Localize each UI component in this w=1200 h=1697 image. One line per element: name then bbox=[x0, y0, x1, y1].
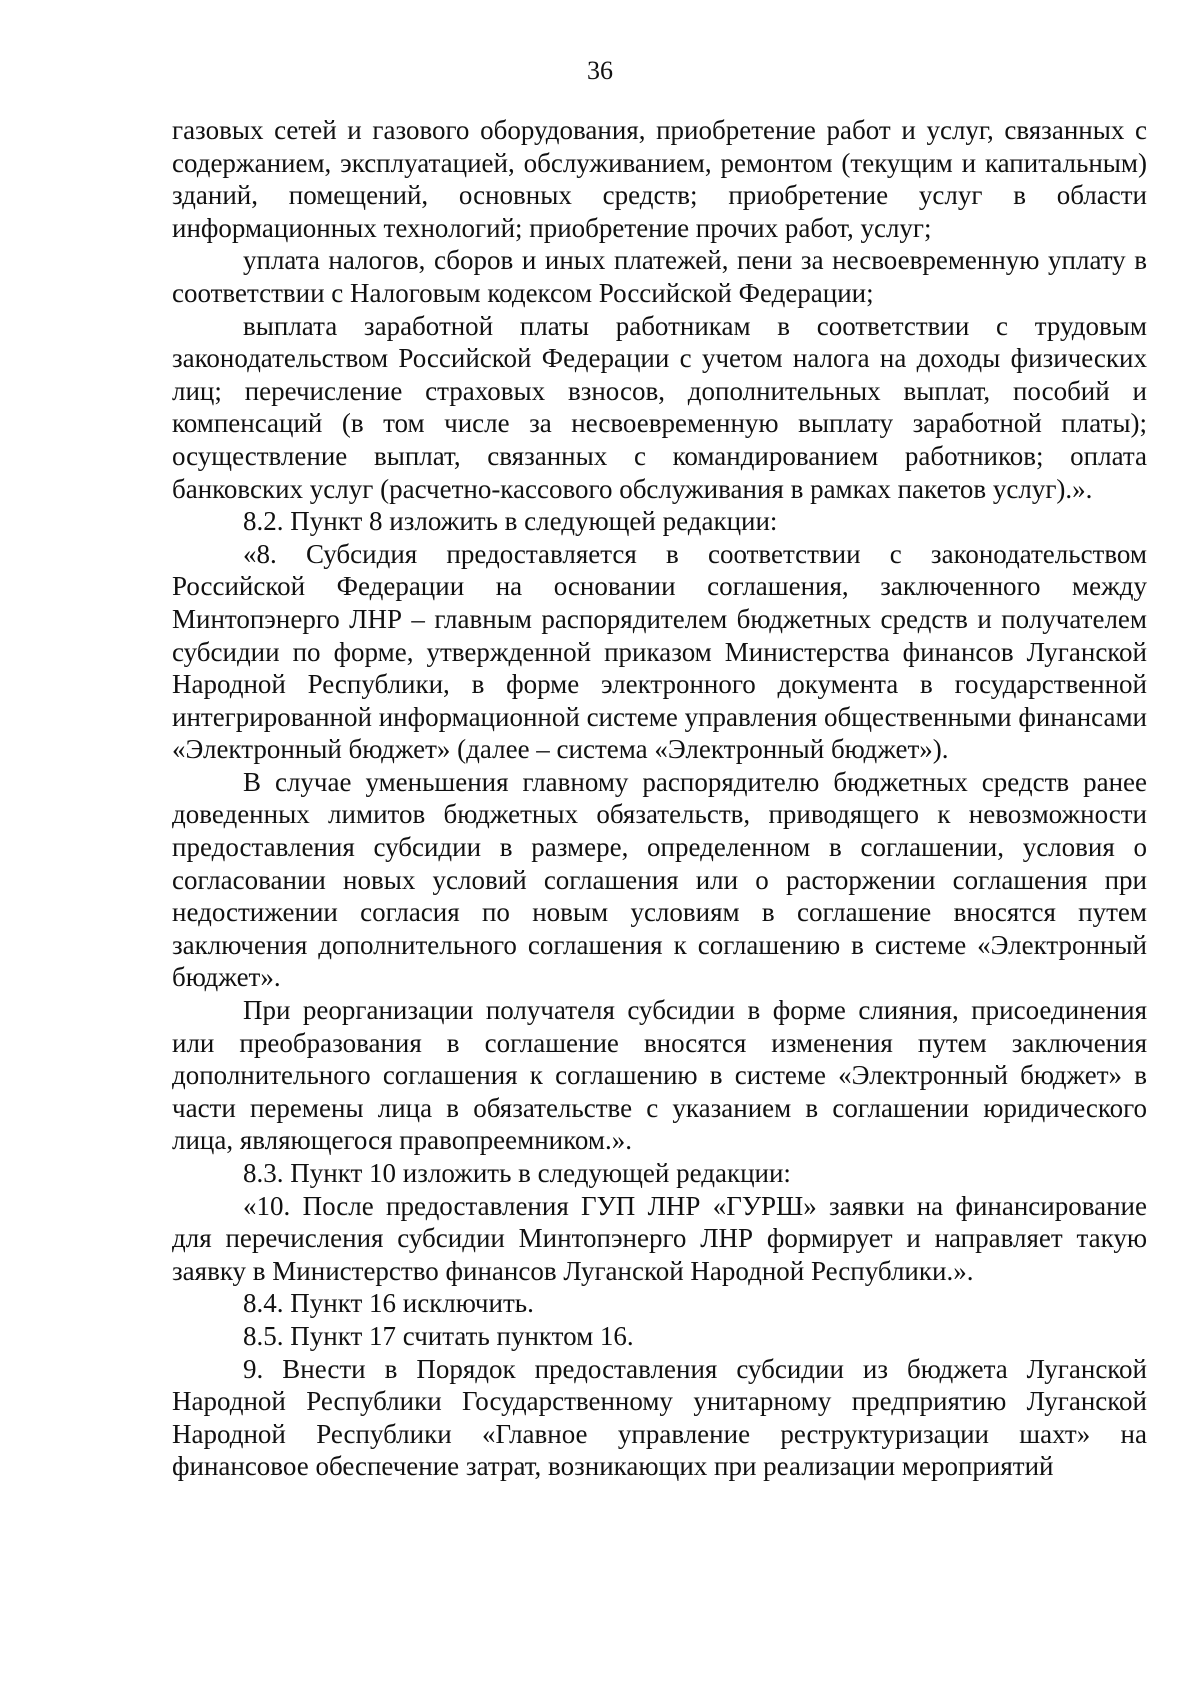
paragraph-item-8-3: 8.3. Пункт 10 изложить в следующей редакции: bbox=[243, 1158, 791, 1188]
paragraph-clause-8: «8. Субсидия предоставляется в соответствии с законодательством Российской Федерации на основании соглашения, заключенного между Минтопэнерго ЛНР – главным распорядителем бюджетных средств и получателем субсидии по форме, утвержденной приказом Министерства финансов Луганской Народной Республики, в форме электронного документа в государственной интегрированной информационной системе управления общественными финансами «Электронный бюджет» (далее – система «Электронный бюджет»). bbox=[172, 538, 1147, 765]
page-number: 36 bbox=[587, 56, 613, 85]
paragraph-clause-10: «10. После предоставления ГУП ЛНР «ГУРШ» заявки на финансирование для перечисления субсидии Минтопэнерго ЛНР формирует и направляет такую заявку в Министерство финансов Луганской Народной Республики.». bbox=[172, 1190, 1147, 1286]
paragraph-reorganization: При реорганизации получателя субсидии в форме слияния, присоединения или преобразования в соглашение вносятся изменения путем заключения дополнительного соглашения к соглашению в системе «Электронный бюджет» в части перемены лица в обязательстве с указанием в соглашении юридического лица, являющегося правопреемником.». bbox=[172, 995, 1147, 1156]
paragraph-item-8-2: 8.2. Пункт 8 изложить в следующей редакции: bbox=[243, 506, 778, 537]
document-body bbox=[172, 114, 1147, 1483]
paragraph-limits-reduction: В случае уменьшения главному распорядителю бюджетных средств ранее доведенных лимитов бюджетных обязательств, приводящего к невозможности предоставления субсидии в размере, определенном в соглашении, условия о согласовании новых условий соглашения или о расторжении соглашения при недостижении согласия по новым условиям в соглашение вносятся путем заключения дополнительного соглашения к соглашению в системе «Электронный бюджет». bbox=[172, 766, 1147, 993]
paragraph-salary: выплата заработной платы работникам в соответствии с трудовым законодательством Российской Федерации с учетом налога на доходы физических лиц; перечисление страховых взносов, дополнительных выплат, пособий и компенсаций (в том числе за несвоевременную выплату заработной платы); осуществление выплат, связанных с командированием работников; оплата банковских услуг (расчетно-кассового обслуживания в рамках пакетов услуг).». bbox=[172, 310, 1147, 504]
paragraph-item-8-5: 8.5. Пункт 17 считать пунктом 16. bbox=[243, 1320, 634, 1351]
paragraph-taxes: уплата налогов, сборов и иных платежей, пени за несвоевременную уплату в соответствии с Налоговым кодексом Российской Федерации; bbox=[172, 245, 1147, 308]
paragraph-expense-list-continuation: газовых сетей и газового оборудования, приобретение работ и услуг, связанных с содержанием, эксплуатацией, обслуживанием, ремонтом (текущим и капитальным) зданий, помещений, основных средств; приобретение услуг в области информационных технологий; приобретение прочих работ, услуг; bbox=[172, 115, 1147, 243]
paragraph-item-9: 9. Внести в Порядок предоставления субсидии из бюджета Луганской Народной Республики Государственному унитарному предприятию Луганской Народной Республики «Главное управление реструктуризации шахт» на финансовое обеспечение затрат, возникающих при реализации мероприятий bbox=[172, 1353, 1147, 1482]
paragraph-item-8-4: 8.4. Пункт 16 исключить. bbox=[243, 1288, 534, 1319]
